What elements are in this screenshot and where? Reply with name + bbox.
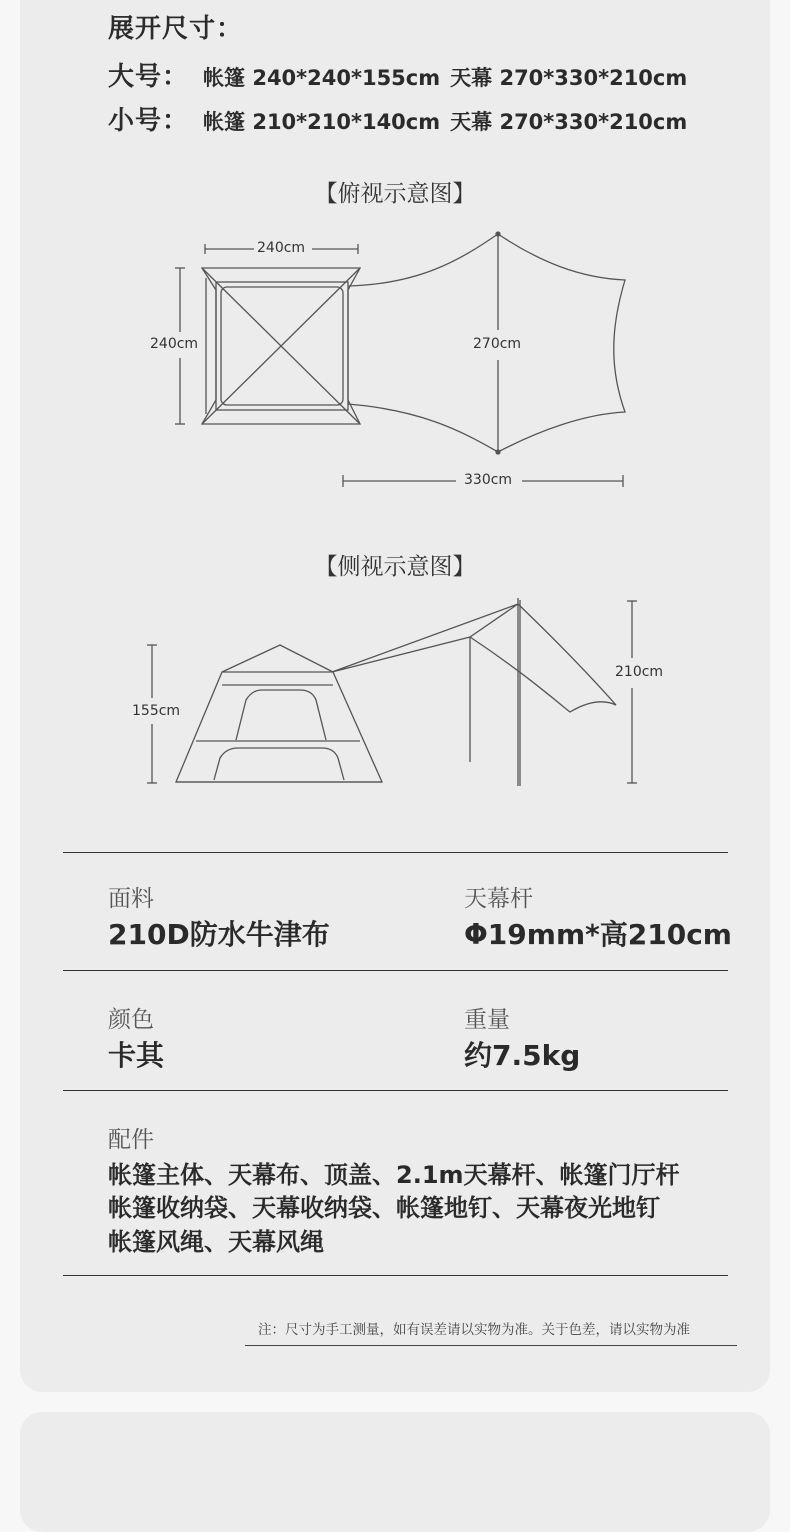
tent-height-label: 155cm xyxy=(132,703,181,719)
canopy-length-label: 330cm xyxy=(464,472,513,488)
canopy-size: 天幕 270*330*210cm xyxy=(450,110,688,134)
accessories-line: 帐篷收纳袋、天幕收纳袋、帐篷地钉、天幕夜光地钉 xyxy=(108,1194,660,1222)
fabric-label: 面料 xyxy=(108,886,154,912)
color-value: 卡其 xyxy=(108,1039,165,1072)
top-view-title: 【俯视示意图】 xyxy=(314,181,476,207)
top-view-diagram xyxy=(175,232,625,487)
divider xyxy=(63,852,728,853)
pole-value: Φ19mm*高210cm xyxy=(464,918,732,951)
accessories-line: 帐篷风绳、天幕风绳 xyxy=(108,1228,324,1256)
size-heading: 展开尺寸： xyxy=(108,14,244,44)
pole-label: 天幕杆 xyxy=(464,886,533,912)
accessories-line: 帐篷主体、天幕布、顶盖、2.1m天幕杆、帐篷门厅杆 xyxy=(108,1161,680,1189)
divider xyxy=(63,1090,728,1091)
top-depth-label: 240cm xyxy=(150,336,199,352)
canopy-width-label: 270cm xyxy=(473,336,522,352)
size-label: 大号： xyxy=(108,62,190,92)
side-view-title: 【侧视示意图】 xyxy=(314,554,476,580)
tent-size: 帐篷 240*240*155cm xyxy=(203,66,441,90)
next-card xyxy=(20,1412,770,1532)
divider xyxy=(63,1275,728,1276)
color-label: 颜色 xyxy=(108,1007,154,1033)
divider xyxy=(63,970,728,971)
footnote: 注：尺寸为手工测量，如有误差请以实物为准。关于色差，请以实物为准 xyxy=(258,1322,690,1338)
weight-value: 约7.5kg xyxy=(464,1039,581,1072)
size-label: 小号： xyxy=(108,106,190,136)
tent-size: 帐篷 210*210*140cm xyxy=(203,110,441,134)
side-view-diagram xyxy=(147,598,637,786)
weight-label: 重量 xyxy=(464,1007,510,1033)
top-width-label: 240cm xyxy=(257,240,306,256)
accessories-label: 配件 xyxy=(108,1127,154,1153)
canopy-height-label: 210cm xyxy=(615,664,664,680)
footnote-underline xyxy=(245,1345,737,1346)
canopy-size: 天幕 270*330*210cm xyxy=(450,66,688,90)
fabric-value: 210D防水牛津布 xyxy=(108,918,330,951)
